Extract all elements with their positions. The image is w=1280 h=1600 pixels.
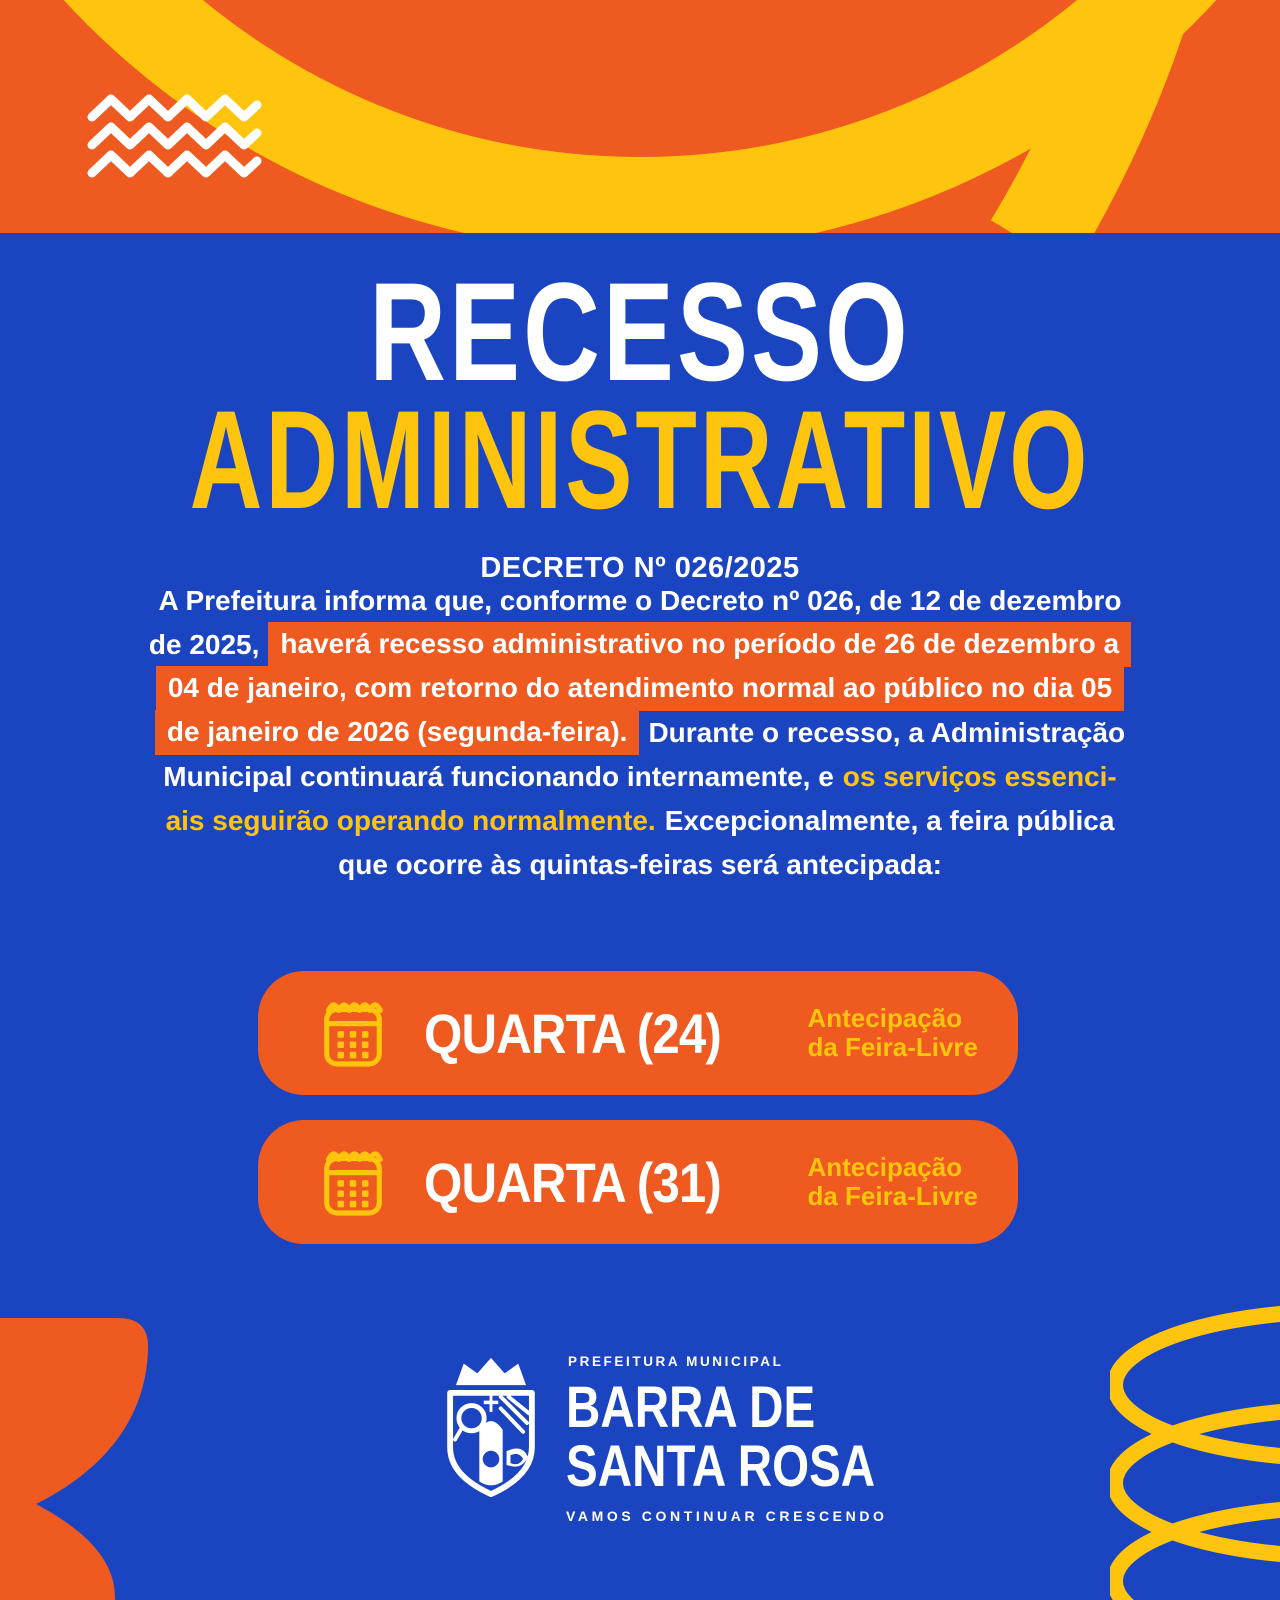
paragraph-segment: Durante o recesso, a Administração bbox=[648, 717, 1126, 749]
zigzag-lines-icon bbox=[92, 99, 257, 173]
paragraph-line bbox=[60, 797, 1220, 841]
event-note-line1: Antecipação bbox=[807, 1152, 963, 1182]
org-name-line1: BARRA DE bbox=[566, 1375, 816, 1440]
paragraph-line bbox=[60, 665, 1220, 709]
paragraph-segment-highlighted: de janeiro de 2026 (segunda-feira). bbox=[155, 710, 640, 755]
event-note-line1: Antecipação bbox=[807, 1003, 963, 1033]
announcement-paragraph bbox=[60, 577, 1220, 885]
paragraph-segment: Excepcionalmente, a feira pública bbox=[664, 805, 1115, 837]
event-day-label: QUARTA (24) bbox=[424, 1001, 721, 1065]
event-note-line2: da Feira-Livre bbox=[807, 1181, 978, 1211]
event-day-label: QUARTA (31) bbox=[424, 1150, 721, 1214]
paragraph-line bbox=[60, 709, 1220, 753]
org-overline: PREFEITURA MUNICIPAL bbox=[568, 1354, 784, 1369]
event-note-line2: da Feira-Livre bbox=[807, 1032, 978, 1062]
top-banner-decoration bbox=[0, 0, 1280, 233]
calendar-icon bbox=[322, 1146, 384, 1218]
municipality-logo bbox=[0, 1352, 1280, 1524]
event-note bbox=[807, 1153, 978, 1211]
paragraph-line bbox=[60, 841, 1220, 885]
event-note bbox=[807, 1004, 978, 1062]
paragraph-segment: A Prefeitura informa que, conforme o Decreto nº 026, de 12 de dezembro bbox=[158, 585, 1122, 617]
event-card-quarta-24 bbox=[258, 971, 1018, 1095]
orange-blob-decoration bbox=[0, 1310, 160, 1600]
poster-title-line-2: ADMINISTRATIVO bbox=[189, 381, 1091, 538]
municipality-name-block bbox=[566, 1352, 888, 1524]
org-slogan: VAMOS CONTINUAR CRESCENDO bbox=[566, 1508, 888, 1524]
calendar-icon bbox=[322, 997, 384, 1069]
yellow-coil-decoration bbox=[1110, 1290, 1280, 1600]
paragraph-line bbox=[60, 621, 1220, 665]
paragraph-line bbox=[60, 753, 1220, 797]
paragraph-line bbox=[60, 577, 1220, 621]
paragraph-segment-highlighted: 04 de janeiro, com retorno do atendimento normal ao público no dia 05 bbox=[156, 666, 1124, 711]
municipal-crest-icon bbox=[442, 1352, 540, 1498]
paragraph-segment: que ocorre às quintas-feiras será antecipada: bbox=[338, 849, 942, 881]
paragraph-segment-highlighted: haverá recesso administrativo no período de 26 de dezembro a bbox=[268, 622, 1131, 667]
event-card-quarta-31 bbox=[258, 1120, 1018, 1244]
paragraph-segment-yellow: os serviços essenci- bbox=[842, 761, 1117, 793]
paragraph-segment: de 2025, bbox=[148, 629, 260, 661]
paragraph-segment: Municipal continuará funcionando internamente, e bbox=[163, 761, 834, 793]
poster-title-line-1: RECESSO bbox=[369, 253, 911, 410]
decree-heading: DECRETO Nº 026/2025 bbox=[480, 552, 800, 584]
paragraph-segment-yellow: ais seguirão operando normalmente. bbox=[165, 805, 656, 837]
org-name-line2: SANTA ROSA bbox=[566, 1434, 876, 1499]
